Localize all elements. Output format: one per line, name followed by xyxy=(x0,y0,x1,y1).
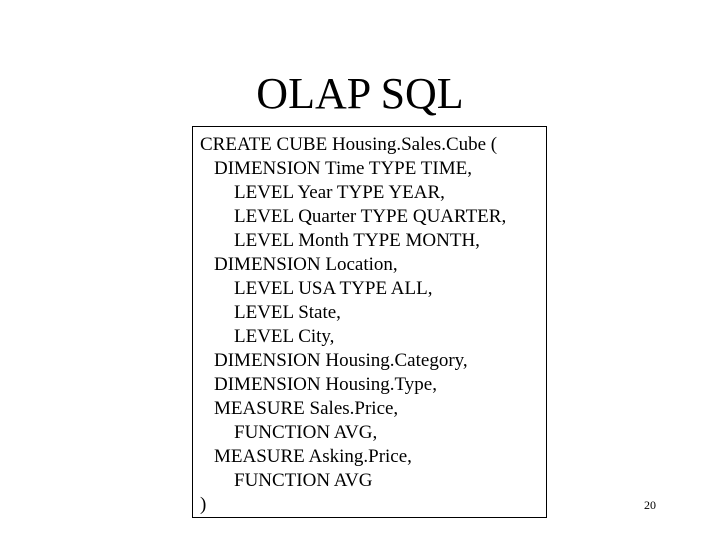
code-line: DIMENSION Housing.Category, xyxy=(214,350,468,371)
code-line: LEVEL City, xyxy=(234,326,335,347)
code-line: LEVEL USA TYPE ALL, xyxy=(234,278,433,299)
code-line: LEVEL Month TYPE MONTH, xyxy=(234,230,480,251)
code-line: MEASURE Asking.Price, xyxy=(214,446,412,467)
code-line: CREATE CUBE Housing.Sales.Cube ( xyxy=(200,134,498,155)
code-line: ) xyxy=(200,494,207,515)
slide-title: OLAP SQL xyxy=(256,69,464,118)
code-line: FUNCTION AVG xyxy=(234,470,373,491)
code-line: DIMENSION Location, xyxy=(214,254,398,275)
code-line: LEVEL Quarter TYPE QUARTER, xyxy=(234,206,507,227)
code-line: LEVEL State, xyxy=(234,302,341,323)
page-number: 20 xyxy=(644,498,656,512)
code-line: FUNCTION AVG, xyxy=(234,422,378,443)
code-line: DIMENSION Housing.Type, xyxy=(214,374,437,395)
code-line: MEASURE Sales.Price, xyxy=(214,398,399,419)
code-line: DIMENSION Time TYPE TIME, xyxy=(214,158,472,179)
code-line: LEVEL Year TYPE YEAR, xyxy=(234,182,445,203)
sql-code-box xyxy=(192,126,547,518)
